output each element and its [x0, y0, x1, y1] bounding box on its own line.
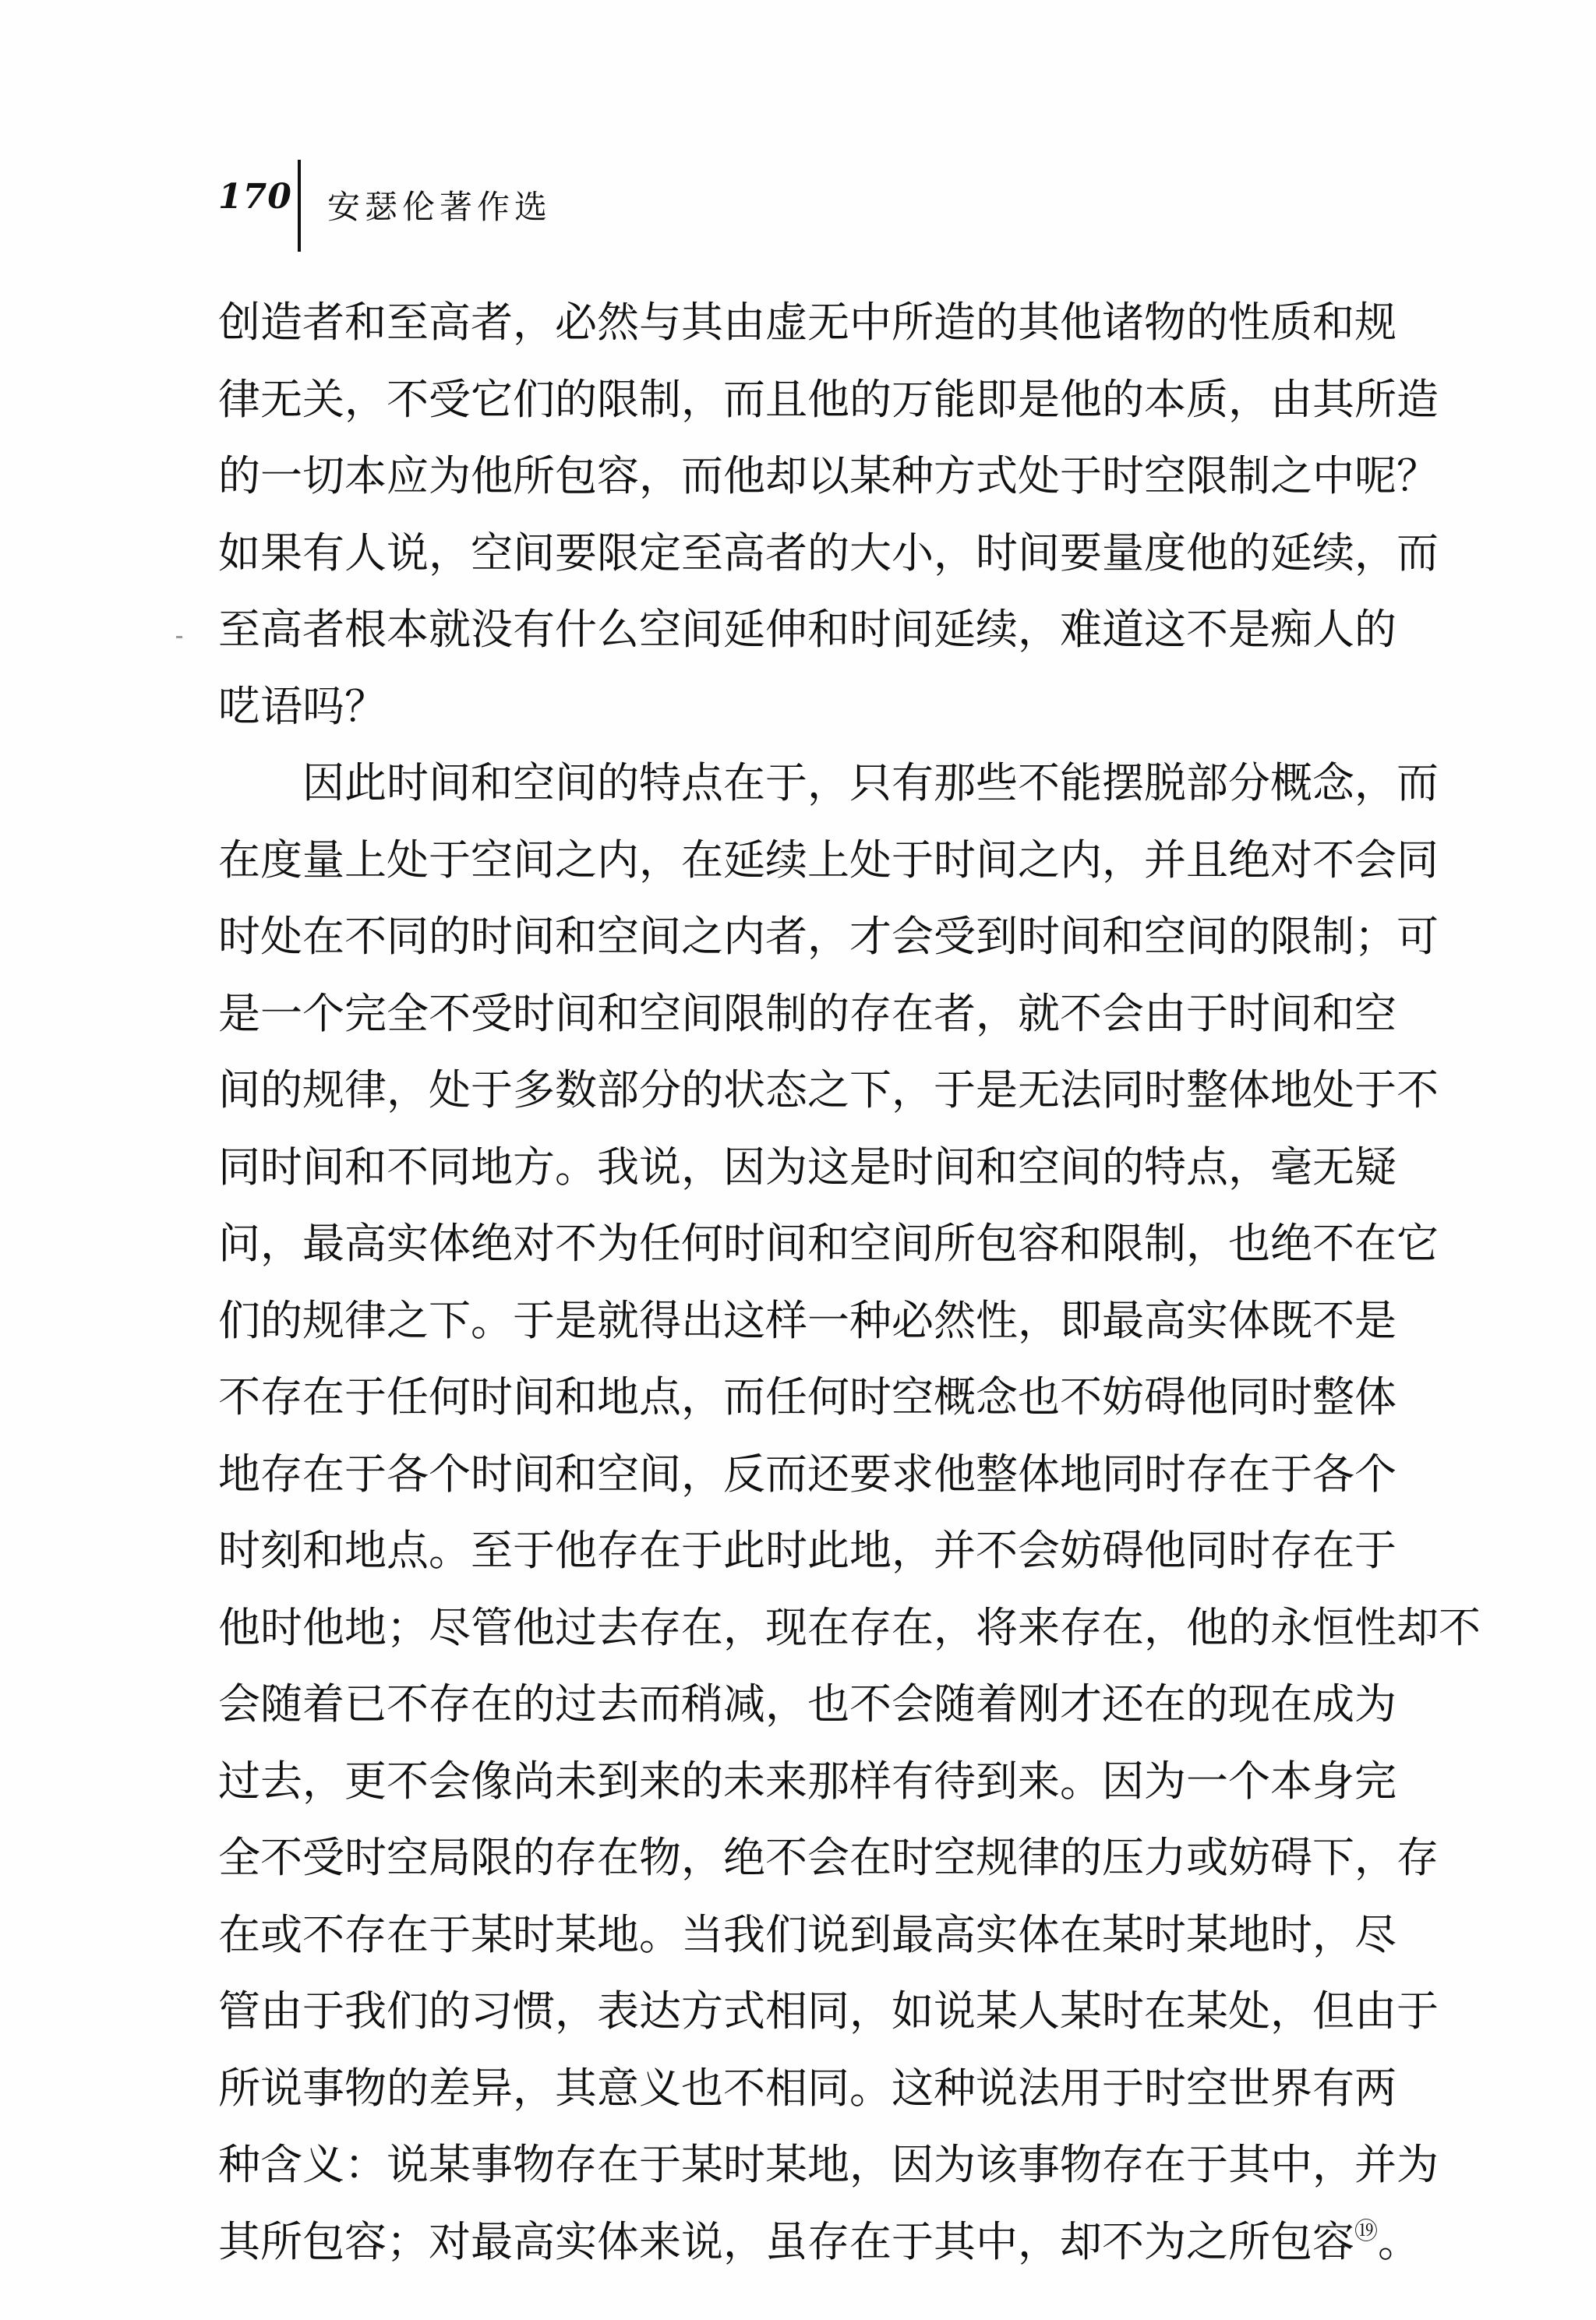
text-line: 全不受时空局限的存在物，绝不会在时空规律的压力或妨碍下，存: [218, 1833, 1439, 1882]
text-line: 们的规律之下。于是就得出这样一种必然性，即最高实体既不是: [218, 1295, 1396, 1345]
text-line: 时处在不同的时间和空间之内者，才会受到时间和空间的限制；可: [218, 912, 1439, 961]
text-line: 管由于我们的习惯，表达方式相同，如说某人某时在某处，但由于: [218, 1986, 1439, 2036]
text-line-last-punct: 。: [1378, 2216, 1420, 2266]
text-line: 呓语吗？: [218, 681, 387, 731]
text-line-last-body: 其所包容；对最高实体来说，虽存在于其中，却不为之所包容: [218, 2216, 1354, 2266]
stray-mark: [176, 636, 182, 638]
text-line: 种含义：说某事物存在于某时某地，因为该事物存在于其中，并为: [218, 2140, 1439, 2189]
footnote-reference[interactable]: ⑲: [1354, 2217, 1378, 2245]
text-line: 间的规律，处于多数部分的状态之下，于是无法同时整体地处于不: [218, 1065, 1439, 1114]
running-title: 安瑟伦著作选: [327, 188, 553, 226]
text-line: 会随着已不存在的过去而稍减，也不会随着刚才还在的现在成为: [218, 1679, 1396, 1729]
text-line-last: [218, 2204, 1420, 2281]
text-line: 如果有人说，空间要限定至高者的大小，时间要量度他的延续，而: [218, 528, 1439, 577]
text-line: 至高者根本就没有什么空间延伸和时间延续，难道这不是痴人的: [218, 605, 1396, 654]
text-line: 在或不存在于某时某地。当我们说到最高实体在某时某地时，尽: [218, 1909, 1396, 1959]
text-line: 因此时间和空间的特点在于，只有那些不能摆脱部分概念，而: [302, 758, 1439, 807]
text-line: 地存在于各个时间和空间，反而还要求他整体地同时存在于各个: [218, 1449, 1396, 1499]
text-line: 创造者和至高者，必然与其由虚无中所造的其他诸物的性质和规: [218, 298, 1396, 347]
header-divider: [298, 160, 301, 252]
text-line: 所说事物的差异，其意义也不相同。这种说法用于时空世界有两: [218, 2063, 1396, 2113]
text-line: 他时他地；尽管他过去存在，现在存在，将来存在，他的永恒性却不: [218, 1602, 1481, 1652]
text-line: 不存在于任何时间和地点，而任何时空概念也不妨碍他同时整体: [218, 1372, 1396, 1421]
body-text: [218, 284, 1481, 2280]
text-line: 同时间和不同地方。我说，因为这是时间和空间的特点，毫无疑: [218, 1142, 1396, 1192]
text-line: 的一切本应为他所包容，而他却以某种方式处于时空限制之中呢？: [218, 451, 1439, 500]
text-line: 问，最高实体绝对不为任何时间和空间所包容和限制，也绝不在它: [218, 1219, 1439, 1268]
text-line: 律无关，不受它们的限制，而且他的万能即是他的本质，由其所造: [218, 374, 1439, 424]
text-line: 是一个完全不受时间和空间限制的存在者，就不会由于时间和空: [218, 988, 1396, 1038]
text-line: 在度量上处于空间之内，在延续上处于时间之内，并且绝对不会同: [218, 835, 1439, 885]
text-line: 过去，更不会像尚未到来的未来那样有待到来。因为一个本身完: [218, 1756, 1396, 1806]
text-line: 时刻和地点。至于他存在于此时此地，并不会妨碍他同时存在于: [218, 1526, 1396, 1575]
page-number: 170: [218, 177, 292, 217]
